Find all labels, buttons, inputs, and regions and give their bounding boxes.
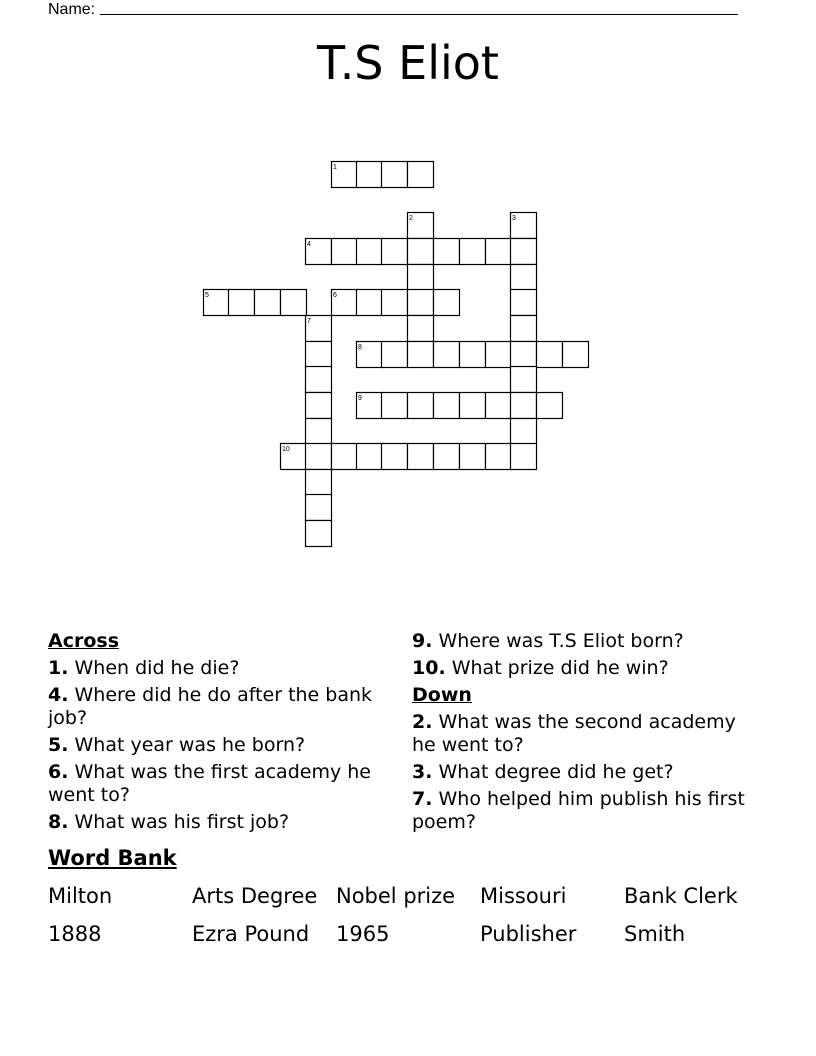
word-bank-item: Publisher — [480, 922, 577, 946]
clue-number: 1. — [48, 657, 69, 679]
grid-cell[interactable] — [537, 342, 563, 368]
grid-cell[interactable] — [434, 239, 460, 265]
clue-across-5 — [48, 734, 388, 757]
grid-cell[interactable] — [357, 239, 383, 265]
grid-cell[interactable] — [511, 239, 537, 265]
cell-number: 2 — [409, 215, 413, 222]
grid-cell[interactable] — [306, 495, 332, 521]
clue-number: 7. — [412, 788, 433, 810]
cell-number: 4 — [307, 241, 311, 248]
cell-number: 9 — [358, 395, 362, 402]
grid-cell[interactable] — [511, 213, 537, 239]
clue-number: 2. — [412, 711, 433, 733]
grid-cell[interactable] — [460, 444, 486, 470]
grid-cell[interactable] — [306, 521, 332, 547]
cell-number: 3 — [512, 215, 516, 222]
word-bank-item: Ezra Pound — [192, 922, 310, 946]
grid-cell[interactable] — [511, 367, 537, 393]
grid-cell[interactable] — [382, 290, 408, 316]
grid-cell[interactable] — [357, 162, 383, 188]
cell-number: 10 — [282, 446, 290, 453]
clue-number: 9. — [412, 630, 433, 652]
grid-cell[interactable] — [408, 162, 434, 188]
word-bank-item: Nobel prize — [336, 884, 456, 908]
grid-cell[interactable] — [408, 444, 434, 470]
clue-text: When did he die? — [74, 657, 240, 679]
clue-text: Who helped him publish his first poem? — [412, 788, 745, 833]
clue-across-4 — [48, 684, 388, 730]
grid-cell[interactable] — [434, 290, 460, 316]
grid-cell[interactable] — [511, 342, 537, 368]
clue-text: What degree did he get? — [438, 761, 674, 783]
grid-cell[interactable] — [434, 444, 460, 470]
grid-cell[interactable] — [357, 393, 383, 419]
grid-cell[interactable] — [511, 393, 537, 419]
grid-cell[interactable] — [408, 393, 434, 419]
down-heading: Down — [412, 684, 472, 706]
name-field[interactable] — [48, 0, 748, 19]
grid-cell[interactable] — [537, 393, 563, 419]
clue-text: Where did he do after the bank job? — [48, 684, 373, 729]
grid-cell[interactable] — [306, 444, 332, 470]
word-bank-item: 1965 — [336, 922, 390, 946]
grid-cell[interactable] — [204, 290, 230, 316]
clue-down-2 — [412, 711, 752, 757]
grid-cell[interactable] — [332, 444, 358, 470]
word-bank-item: Milton — [48, 884, 113, 908]
grid-cell[interactable] — [255, 290, 281, 316]
cell-number: 1 — [333, 164, 337, 171]
clue-across-8 — [48, 811, 388, 834]
clue-text: What was the first academy he went to? — [48, 761, 371, 806]
grid-cell[interactable] — [229, 290, 255, 316]
word-bank-item: Missouri — [480, 884, 567, 908]
clue-number: 3. — [412, 761, 433, 783]
grid-cell[interactable] — [434, 393, 460, 419]
grid-cell[interactable] — [460, 342, 486, 368]
grid-cell[interactable] — [357, 290, 383, 316]
grid-cell[interactable] — [382, 162, 408, 188]
grid-cell[interactable] — [408, 316, 434, 342]
clue-number: 6. — [48, 761, 69, 783]
clue-across-1 — [48, 657, 388, 680]
grid-cell[interactable] — [306, 239, 332, 265]
grid-cell[interactable] — [382, 239, 408, 265]
name-label: Name: — [48, 1, 96, 18]
clues-column-right — [412, 630, 752, 838]
clue-number: 10. — [412, 657, 446, 679]
word-bank-heading: Word Bank — [48, 846, 177, 870]
grid-cell[interactable] — [486, 444, 512, 470]
across-heading: Across — [48, 630, 120, 652]
clue-text: What year was he born? — [74, 734, 306, 756]
grid-cell[interactable] — [408, 213, 434, 239]
word-bank-item: Arts Degree — [192, 884, 318, 908]
grid-cell[interactable] — [460, 393, 486, 419]
grid-cell[interactable] — [511, 419, 537, 445]
clue-number: 4. — [48, 684, 69, 706]
grid-cell[interactable] — [332, 290, 358, 316]
name-underline[interactable] — [100, 0, 738, 15]
grid-cell[interactable] — [306, 419, 332, 445]
grid-cell[interactable] — [486, 393, 512, 419]
grid-cell[interactable] — [306, 342, 332, 368]
grid-cell[interactable] — [408, 239, 434, 265]
grid-cell[interactable] — [486, 239, 512, 265]
word-bank-item: Smith — [624, 922, 686, 946]
grid-cell[interactable] — [382, 342, 408, 368]
grid-cell[interactable] — [306, 393, 332, 419]
grid-cell[interactable] — [306, 470, 332, 496]
clue-down-7 — [412, 788, 752, 834]
grid-cell[interactable] — [408, 265, 434, 291]
grid-cell[interactable] — [511, 265, 537, 291]
grid-cell[interactable] — [486, 342, 512, 368]
clue-across-6 — [48, 761, 388, 807]
cell-number: 6 — [333, 292, 337, 299]
grid-cell[interactable] — [511, 316, 537, 342]
clue-across-9 — [412, 630, 752, 653]
clues-column-left — [48, 630, 388, 838]
clue-across-10 — [412, 657, 752, 680]
grid-cell[interactable] — [408, 342, 434, 368]
grid-cell[interactable] — [511, 444, 537, 470]
page-title: T.S Eliot — [317, 36, 499, 90]
grid-cell[interactable] — [357, 342, 383, 368]
word-bank-item: 1888 — [48, 922, 102, 946]
cell-number: 5 — [205, 292, 209, 299]
grid-cell[interactable] — [281, 444, 307, 470]
clue-down-3 — [412, 761, 752, 784]
clue-text: What was his first job? — [74, 811, 290, 833]
clue-text: Where was T.S Eliot born? — [438, 630, 684, 652]
clue-text: What prize did he win? — [451, 657, 669, 679]
grid-cell[interactable] — [357, 444, 383, 470]
grid-cell[interactable] — [382, 393, 408, 419]
grid-cell[interactable] — [511, 290, 537, 316]
grid-cell[interactable] — [563, 342, 589, 368]
word-bank-item: Bank Clerk — [624, 884, 738, 908]
grid-cell[interactable] — [332, 162, 358, 188]
grid-cell[interactable] — [382, 444, 408, 470]
grid-cell[interactable] — [332, 239, 358, 265]
cell-number: 8 — [358, 344, 362, 351]
grid-cell[interactable] — [281, 290, 307, 316]
grid-cell[interactable] — [434, 342, 460, 368]
grid-cell[interactable] — [408, 290, 434, 316]
cell-number: 7 — [307, 318, 311, 325]
grid-cell[interactable] — [460, 239, 486, 265]
clue-number: 5. — [48, 734, 69, 756]
clue-text: What was the second academy he went to? — [412, 711, 736, 756]
clue-number: 8. — [48, 811, 69, 833]
grid-cell[interactable] — [306, 316, 332, 342]
grid-cell[interactable] — [306, 367, 332, 393]
